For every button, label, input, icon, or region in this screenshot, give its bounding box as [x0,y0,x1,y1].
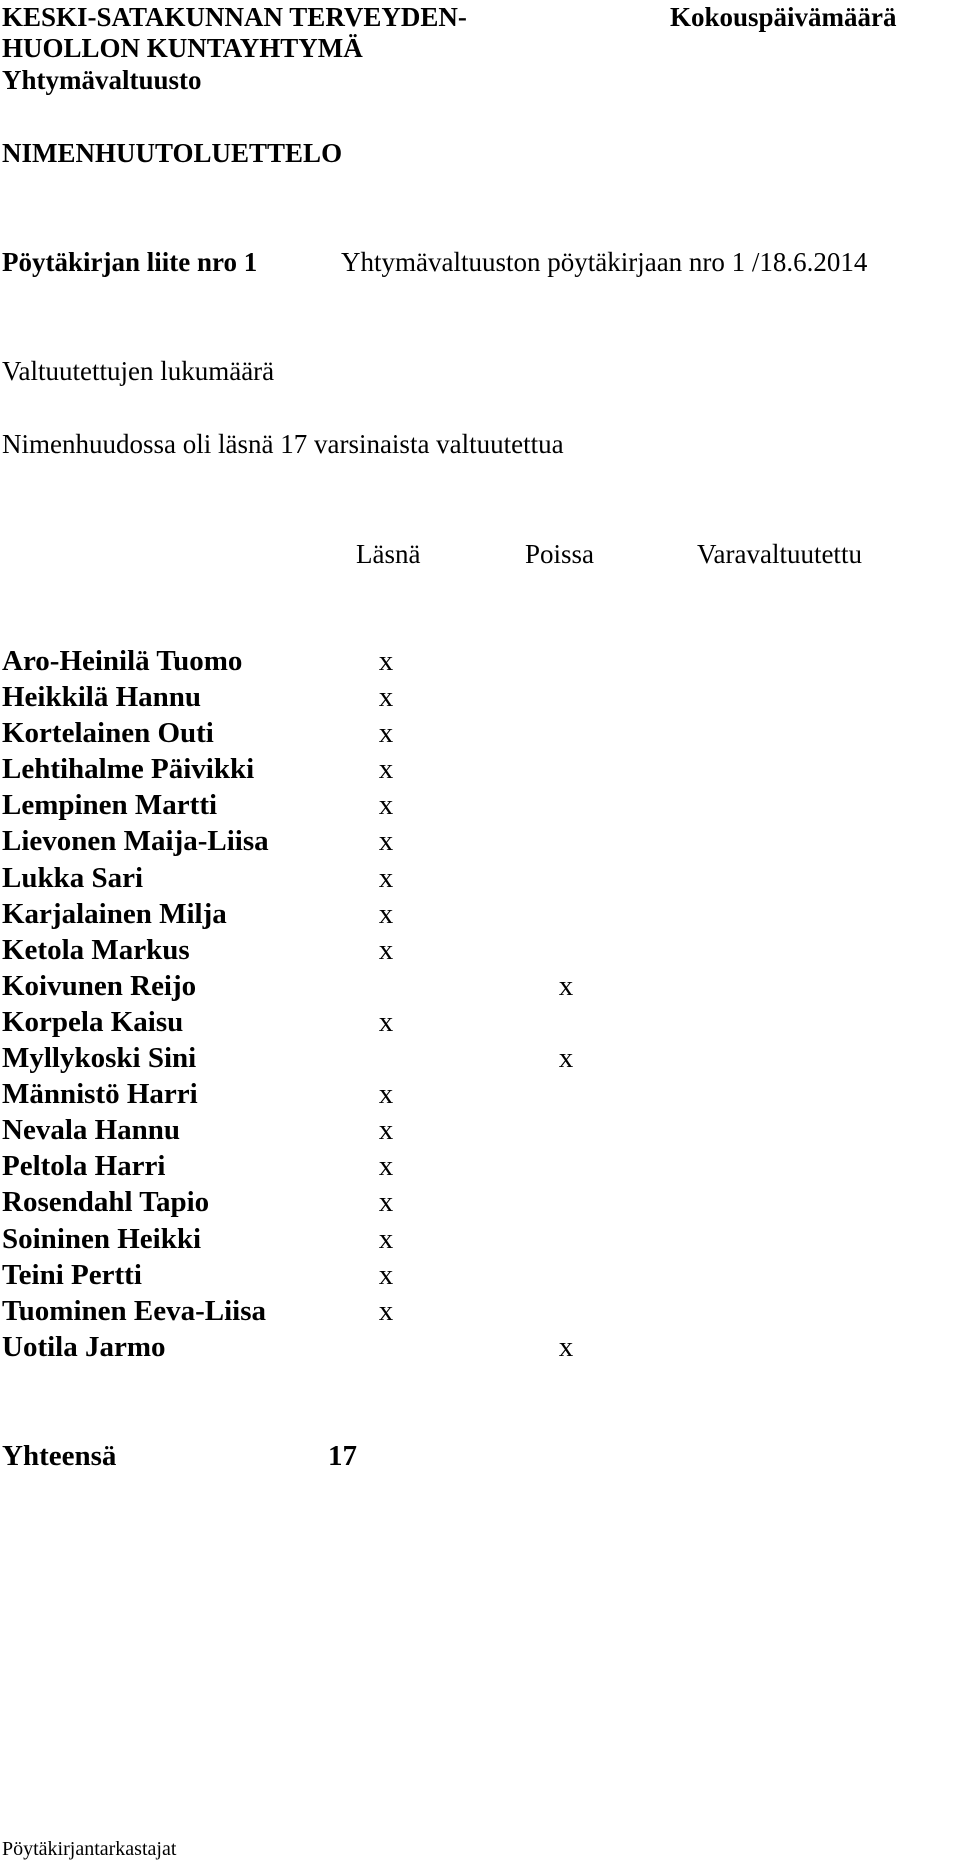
member-name: Aro-Heinilä Tuomo [2,645,243,677]
attendance-row [0,932,960,968]
attendance-row [0,1184,960,1220]
present-mark: x [378,1222,394,1255]
member-count-heading: Valtuutettujen lukumäärä [2,356,275,386]
attendance-row [0,1329,960,1365]
present-mark: x [378,1186,394,1219]
present-mark: x [378,717,394,750]
total-value: 17 [328,1440,357,1472]
attendance-row [0,1257,960,1293]
member-name: Karjalainen Milja [2,897,227,930]
present-mark: x [378,1258,394,1291]
absent-mark: x [558,1042,574,1075]
attendance-row [0,1004,960,1040]
absent-mark: x [558,969,574,1002]
member-name: Männistö Harri [2,1078,198,1111]
meeting-date-label: Kokouspäivämäärä [670,2,897,32]
present-mark: x [378,645,394,677]
member-name: Lukka Sari [2,861,144,894]
member-name: Ketola Markus [2,933,190,966]
attendance-row [0,643,960,679]
member-name: Uotila Jarmo [2,1330,166,1363]
present-mark: x [378,753,394,786]
member-name: Soininen Heikki [2,1222,202,1255]
member-name: Lehtihalme Päivikki [2,753,255,786]
attendance-row [0,679,960,715]
attendance-row [0,896,960,932]
organization-name-line2: HUOLLON KUNTAYHTYMÄ [2,33,363,63]
attendance-row [0,751,960,787]
member-name: Koivunen Reijo [2,969,197,1002]
member-name: Lempinen Martti [2,789,218,822]
present-mark: x [378,1005,394,1038]
column-header-present: Läsnä [356,539,421,569]
member-name: Tuominen Eeva-Liisa [2,1294,267,1327]
attendance-row [0,715,960,751]
present-mark: x [378,861,394,894]
present-mark: x [378,897,394,930]
present-mark: x [378,1078,394,1111]
absent-mark: x [558,1330,574,1363]
present-mark: x [378,1114,394,1147]
present-mark: x [378,681,394,714]
attendance-row [0,1221,960,1257]
attendance-row [0,1148,960,1184]
appendix-reference: Yhtymävaltuuston pöytäkirjaan nro 1 /18.6.2014 [341,247,868,277]
attendance-list [0,643,960,1365]
attendance-row [0,1076,960,1112]
attendance-row [0,1293,960,1329]
member-name: Rosendahl Tapio [2,1186,210,1219]
column-header-absent: Poissa [525,539,595,569]
member-name: Korpela Kaisu [2,1005,184,1038]
organization-name-line1: KESKI-SATAKUNNAN TERVEYDEN- [2,2,467,32]
appendix-label: Pöytäkirjan liite nro 1 [2,247,258,277]
attendance-row [0,860,960,896]
attendance-row [0,968,960,1004]
member-name: Heikkilä Hannu [2,681,202,714]
member-name: Lievonen Maija-Liisa [2,825,269,858]
attendance-row [0,1112,960,1148]
total-label: Yhteensä [2,1440,117,1472]
member-name: Nevala Hannu [2,1114,181,1147]
member-name: Peltola Harri [2,1150,166,1183]
reviewers-label: Pöytäkirjantarkastajat [2,1838,177,1860]
present-mark: x [378,825,394,858]
column-header-substitute: Varavaltuutettu [697,539,862,569]
member-name: Teini Pertti [2,1258,142,1291]
present-mark: x [378,1294,394,1327]
member-name: Kortelainen Outi [2,717,214,750]
attendance-row [0,823,960,859]
organization-body: Yhtymävaltuusto [2,65,202,95]
member-name: Myllykoski Sini [2,1042,197,1075]
present-mark: x [378,789,394,822]
document-title: NIMENHUUTOLUETTELO [2,138,343,168]
present-mark: x [378,933,394,966]
attendance-row [0,787,960,823]
roll-call-summary: Nimenhuudossa oli läsnä 17 varsinaista valtuutettua [2,429,564,459]
attendance-row [0,1040,960,1076]
present-mark: x [378,1150,394,1183]
